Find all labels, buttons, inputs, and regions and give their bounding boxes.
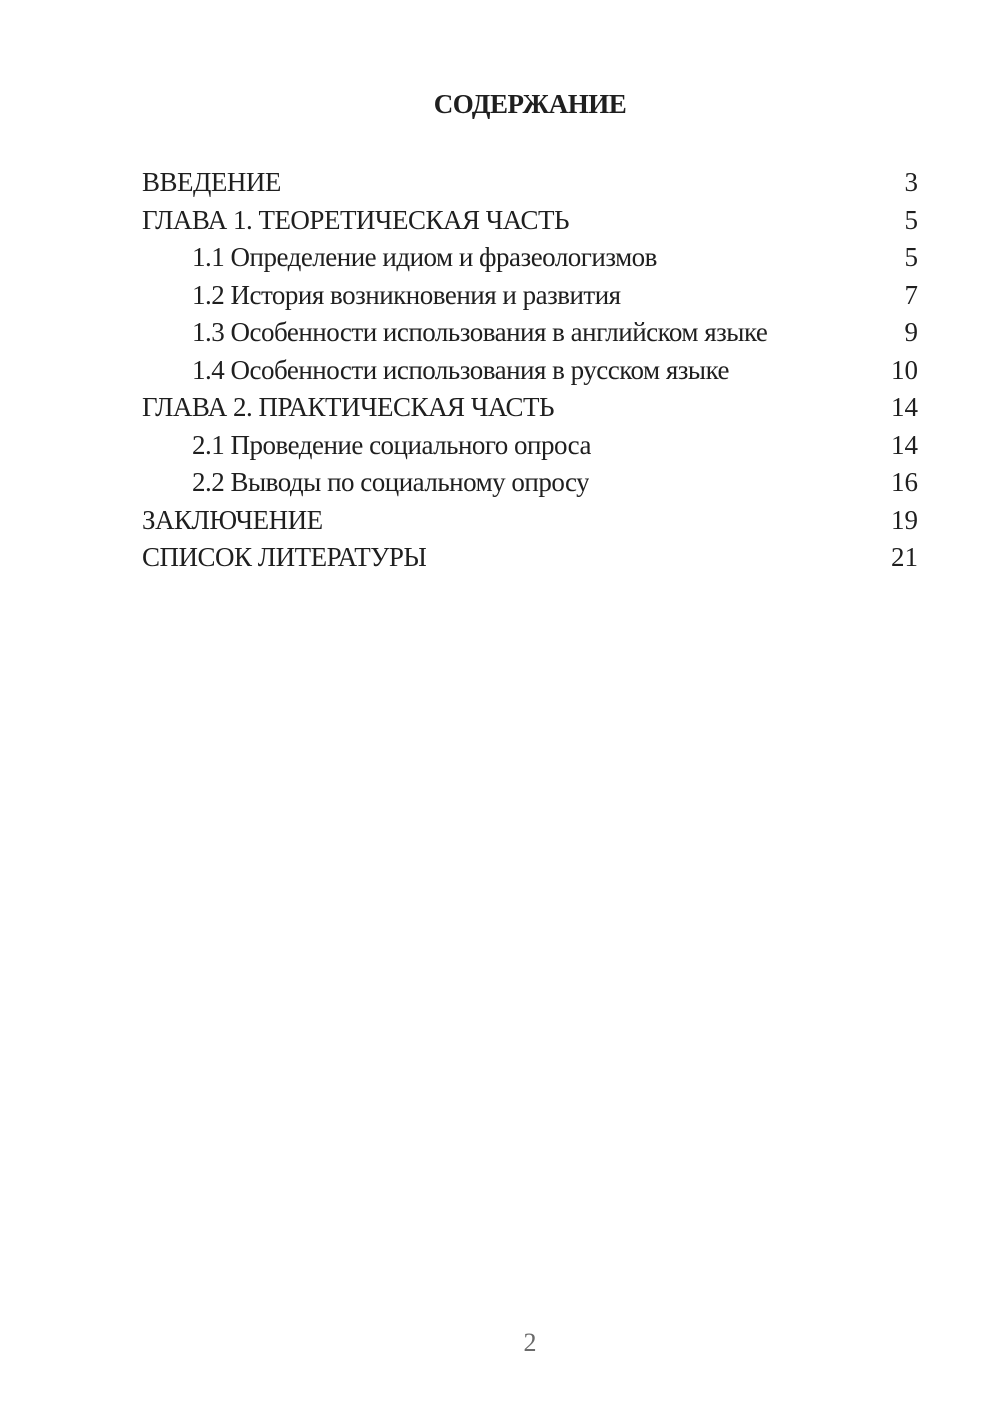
toc-entry-page-number: 5 bbox=[904, 204, 918, 235]
toc-list bbox=[142, 164, 918, 577]
toc-entry-page-number: 10 bbox=[891, 354, 918, 385]
toc-entry-label: СПИСОК ЛИТЕРАТУРЫ bbox=[142, 542, 427, 572]
toc-entry-page-number: 16 bbox=[891, 467, 918, 497]
toc-entry-label: 2.1 Проведение социального опроса bbox=[192, 429, 591, 460]
toc-entry-label: ГЛАВА 2. ПРАКТИЧЕСКАЯ ЧАСТЬ bbox=[142, 392, 555, 422]
toc-entry-page-number: 19 bbox=[891, 504, 918, 535]
toc-entry-label: ЗАКЛЮЧЕНИЕ bbox=[142, 504, 323, 535]
toc-entry-page-number: 14 bbox=[891, 429, 918, 460]
toc-entry-row bbox=[142, 352, 918, 390]
toc-entry-label: 1.4 Особенности использования в русском языке bbox=[192, 354, 729, 385]
toc-entry-label: ВВЕДЕНИЕ bbox=[142, 167, 281, 197]
toc-entry-page-number: 5 bbox=[904, 242, 918, 272]
toc-entry-page-number: 7 bbox=[904, 279, 918, 310]
toc-entry-page-number: 9 bbox=[904, 317, 918, 347]
toc-entry-row bbox=[142, 427, 918, 465]
toc-entry-row bbox=[142, 464, 918, 502]
page-number: 2 bbox=[523, 1328, 537, 1357]
toc-entry-row bbox=[142, 539, 918, 577]
toc-entry-page-number: 14 bbox=[891, 392, 918, 422]
toc-entry-row bbox=[142, 239, 918, 277]
toc-entry-row bbox=[142, 164, 918, 202]
toc-entry-label: 1.1 Определение идиом и фразеологизмов bbox=[192, 242, 657, 272]
page-title: СОДЕРЖАНИЕ bbox=[433, 89, 627, 119]
toc-entry-row bbox=[142, 202, 918, 240]
toc-entry-label: 1.2 История возникновения и развития bbox=[192, 279, 621, 310]
toc-entry-label: 1.3 Особенности использования в английском языке bbox=[192, 317, 768, 347]
toc-entry-row bbox=[142, 277, 918, 315]
toc-entry-label: ГЛАВА 1. ТЕОРЕТИЧЕСКАЯ ЧАСТЬ bbox=[142, 204, 569, 235]
toc-entry-page-number: 3 bbox=[904, 167, 918, 197]
toc-entry-row bbox=[142, 314, 918, 352]
toc-entry-label: 2.2 Выводы по социальному опросу bbox=[192, 467, 590, 497]
toc-entry-row bbox=[142, 502, 918, 540]
toc-entry-row bbox=[142, 389, 918, 427]
toc-entry-page-number: 21 bbox=[891, 542, 918, 572]
